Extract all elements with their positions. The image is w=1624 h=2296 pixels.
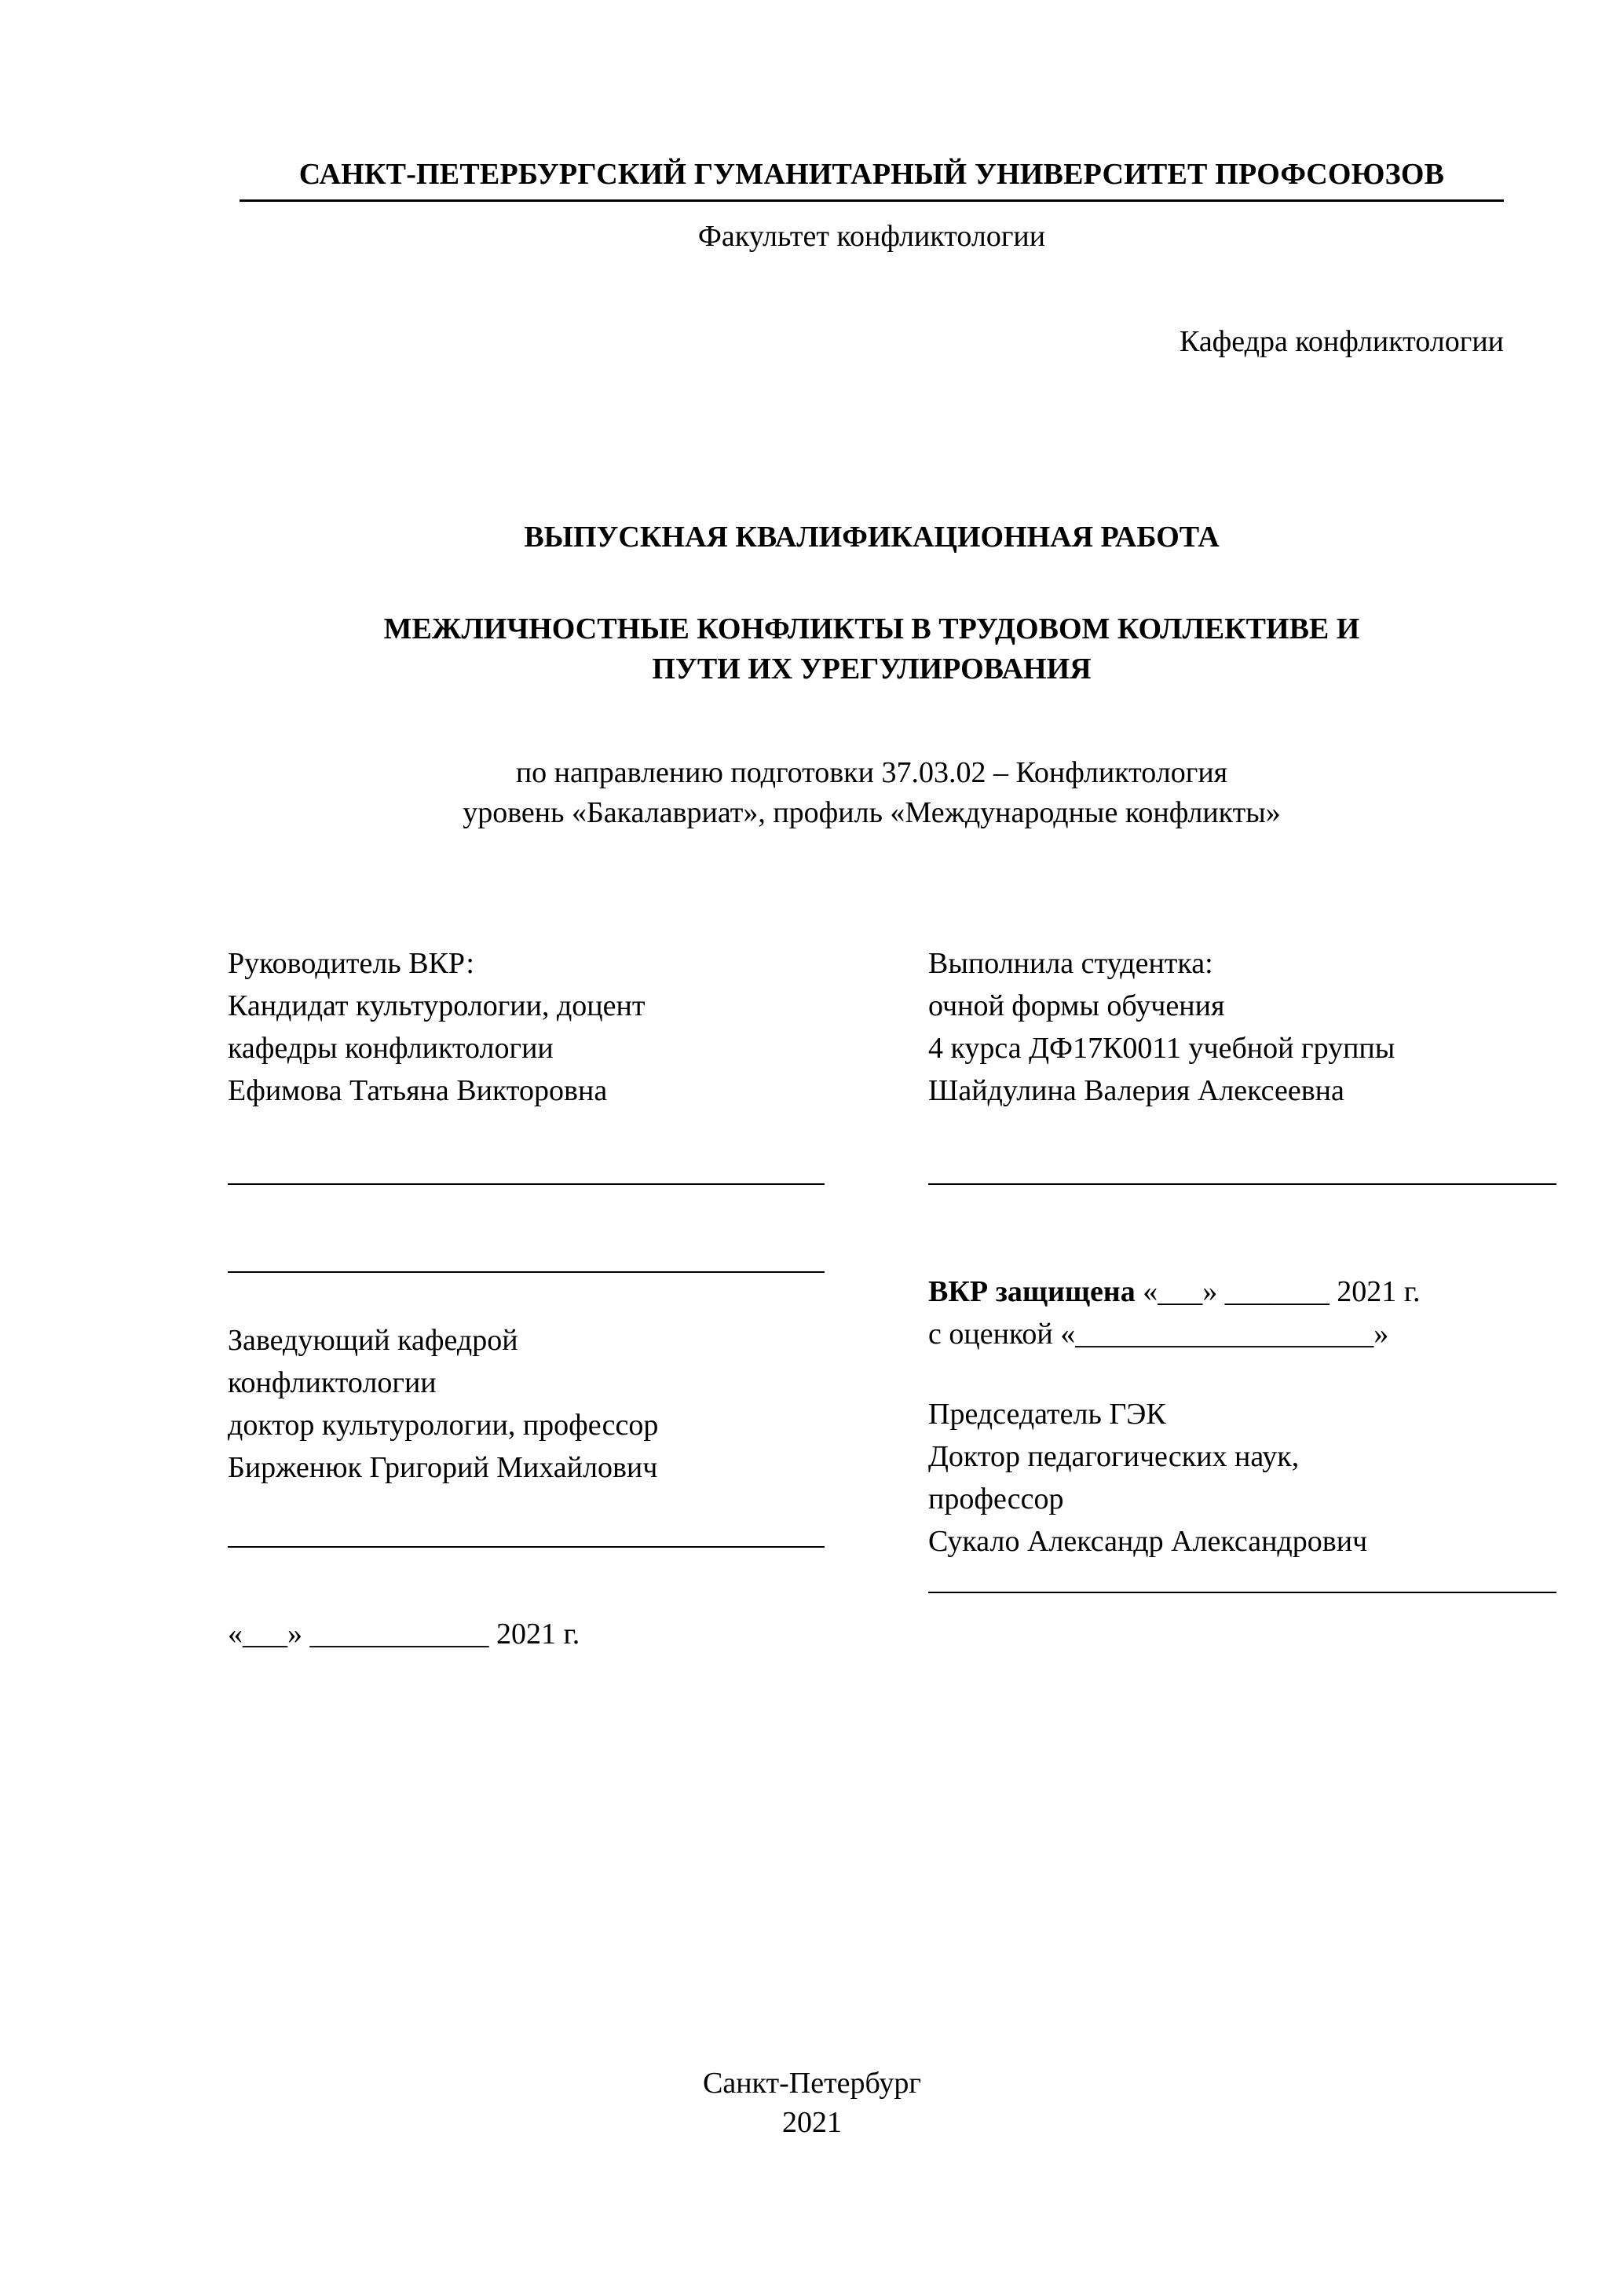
head-of-chair-line-1: Заведующий кафедрой bbox=[228, 1324, 518, 1357]
university-name: САНКТ-ПЕТЕРБУРГСКИЙ ГУМАНИТАРНЫЙ УНИВЕРСИТЕТ ПРОФСОЮЗОВ bbox=[240, 157, 1504, 202]
defense-grade: с оценкой «____________________» bbox=[928, 1317, 1389, 1351]
commission-chair-line-3: профессор bbox=[928, 1482, 1064, 1515]
faculty-name: Факультет конфликтологии bbox=[697, 220, 1046, 253]
thesis-title-line-2: ПУТИ ИХ УРЕГУЛИРОВАНИЯ bbox=[652, 653, 1092, 686]
supervisor-degree: Кандидат культурологии, доцент bbox=[228, 989, 646, 1023]
city: Санкт-Петербург bbox=[702, 2067, 922, 2100]
head-of-chair-line-3: доктор культурологии, профессор bbox=[228, 1408, 659, 1442]
head-of-chair-name: Бирженюк Григорий Михайлович bbox=[228, 1450, 658, 1484]
student-name: Шайдулина Валерия Алексеевна bbox=[928, 1074, 1344, 1108]
commission-chair-signature-rule bbox=[928, 1592, 1556, 1593]
defense-date: «___» _______ 2021 г. bbox=[1135, 1275, 1421, 1308]
defense-line bbox=[928, 1271, 1531, 1314]
program-direction-line-2: уровень «Бакалавриат», профиль «Международные конфликты» bbox=[463, 795, 1281, 829]
thesis-title bbox=[240, 609, 1504, 690]
document-type: ВЫПУСКНАЯ КВАЛИФИКАЦИОННАЯ РАБОТА bbox=[524, 521, 1220, 554]
program-direction bbox=[240, 753, 1504, 834]
supervisor-label: Руководитель ВКР: bbox=[228, 947, 474, 981]
commission-chair-name: Сукало Александр Александрович bbox=[928, 1524, 1368, 1558]
thesis-title-line-1: МЕЖЛИЧНОСТНЫЕ КОНФЛИКТЫ В ТРУДОВОМ КОЛЛЕКТИВЕ И bbox=[383, 612, 1360, 645]
supervisor-chair: кафедры конфликтологии bbox=[228, 1032, 554, 1066]
head-of-chair-final-rule bbox=[228, 1546, 825, 1548]
signature-date: «___» ____________ 2021 г. bbox=[228, 1617, 580, 1651]
student-group: 4 курса ДФ17К0011 учебной группы bbox=[928, 1032, 1395, 1066]
head-of-chair-line-2: конфликтологии bbox=[228, 1366, 437, 1399]
student-form: очной формы обучения bbox=[928, 989, 1225, 1023]
year: 2021 bbox=[782, 2105, 842, 2139]
student-label: Выполнила студентка: bbox=[928, 947, 1213, 981]
supervisor-name: Ефимова Татьяна Викторовна bbox=[228, 1074, 608, 1108]
signatures-block bbox=[228, 943, 1531, 1651]
defense-label: ВКР защищена bbox=[928, 1275, 1136, 1308]
left-column bbox=[228, 943, 880, 1651]
footer bbox=[0, 2064, 1624, 2142]
department-name: Кафедра конфликтологии bbox=[1179, 325, 1504, 358]
commission-chair-line-1: Председатель ГЭК bbox=[928, 1397, 1166, 1431]
right-column bbox=[880, 943, 1531, 1651]
commission-chair-line-2: Доктор педагогических наук, bbox=[928, 1439, 1300, 1473]
program-direction-line-1: по направлению подготовки 37.03.02 – Конфликтология bbox=[515, 755, 1228, 789]
